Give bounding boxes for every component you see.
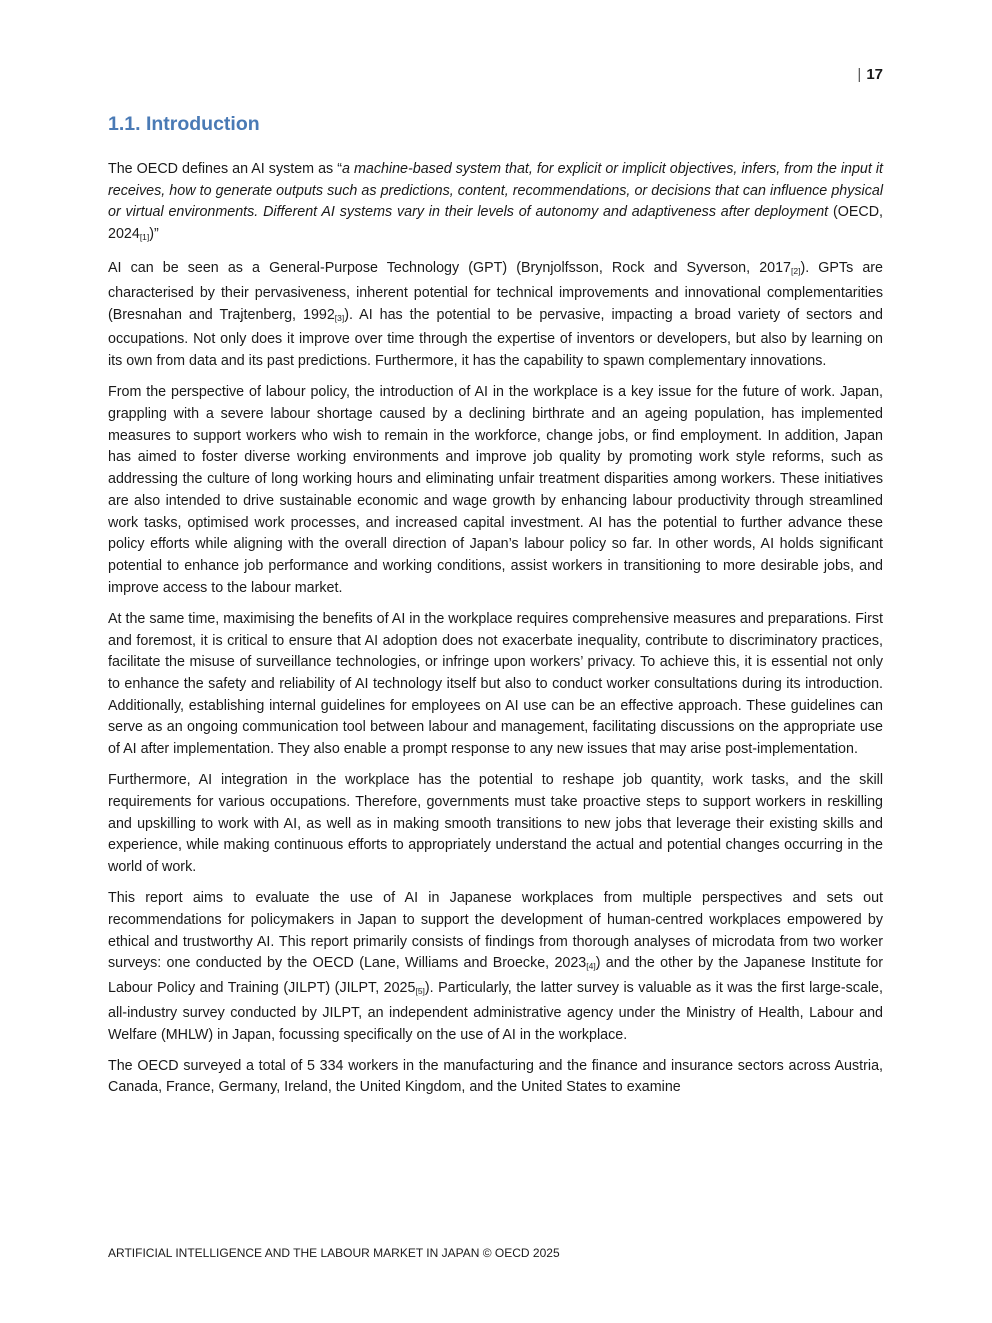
paragraph-gpt xyxy=(108,258,883,373)
p2-b: ). GPTs are characterised by their pervasiveness, inherent potential for technical improvements and innovational complementarities (Bresnahan and Trajtenberg, 1992 xyxy=(108,260,883,323)
p1-post: )” xyxy=(149,226,159,243)
paragraph-preparations: At the same time, maximising the benefits of AI in the workplace requires comprehensive measures and preparations. First and foremost, it is critical to ensure that AI adoption does not exacerbate inequality, contribute to discriminatory practices, facilitate the misuse of surveillance technologies, or infringe upon workers’ privacy. To achieve this, it is essential not only to enhance the safety and reliability of AI technology itself but also to conduct worker consultations during its introduction. Additionally, establishing internal guidelines for employees on AI use can be an effective approach. These guidelines can serve as an ongoing communication tool between labour and management, facilitating discussions on the appropriate use of AI after implementation. They also enable a prompt response to any new issues that may arise post-implementation. xyxy=(108,610,883,758)
p1-quote: a machine-based system that, for explicit or implicit objectives, infers, from the input it receives, how to generate outputs such as predictions, content, recommendations, or decisions that can influence physical or virtual environments. Different AI systems vary in their levels of autonomy and adaptiveness after deployment xyxy=(108,161,883,221)
page-number-value: 17 xyxy=(866,66,883,83)
page-number xyxy=(857,66,883,83)
p6-c: ). Particularly, the latter survey is valuable as it was the first large-scale, all-industry survey conducted by JILPT, an independent administrative agency under the Ministry of Health, Labour and Welfare (MHLW) in Japan, focussing specifically on the use of AI in the workplace. xyxy=(108,980,883,1043)
document-body xyxy=(108,113,883,1109)
p6-b: ) and the other by the Japanese Institute for Labour Policy and Training (JILPT) (JILPT, 2025 xyxy=(108,955,883,997)
reference-link-2[interactable]: [2] xyxy=(791,266,801,277)
page-number-separator: | xyxy=(857,66,862,83)
reference-link-3[interactable]: [3] xyxy=(334,312,345,323)
p2-a: AI can be seen as a General-Purpose Technology (GPT) (Brynjolfsson, Rock and Syverson, 2017 xyxy=(108,260,791,277)
p2-c: ). AI has the potential to be pervasive, impacting a broad variety of sectors and occupations. Not only does it improve over time through the expertise of inventors or developers, but also by learning on its own from data and its past predictions. Furthermore, it has the capability to spawn complementary innovations. xyxy=(108,306,883,370)
p1-pre: The OECD defines an AI system as “ xyxy=(108,161,342,177)
p1-cite: (OECD, 2024 xyxy=(108,204,883,243)
page-footer: ARTIFICIAL INTELLIGENCE AND THE LABOUR MARKET IN JAPAN © OECD 2025 xyxy=(108,1246,560,1260)
paragraph-reskilling: Furthermore, AI integration in the workplace has the potential to reshape job quantity, work tasks, and the skill requirements for various occupations. Therefore, governments must take proactive steps to support workers in reskilling and upskilling to work with AI, as well as in making smooth transitions to new jobs that leverage their existing skills and experience, while making continuous efforts to appropriately understand the actual and potential changes occurring in the world of work. xyxy=(108,772,883,876)
reference-link-1[interactable]: [1] xyxy=(139,232,150,243)
section-title: 1.1. Introduction xyxy=(108,113,260,135)
paragraph-labour-policy: From the perspective of labour policy, the introduction of AI in the workplace is a key issue for the future of work. Japan, grappling with a severe labour shortage caused by a declining birthrate and an ageing population, has implemented measures to support workers who wish to remain in the workforce, change jobs, or find employment. In addition, Japan has aimed to foster diverse working environments and improve job quality by promoting work style reforms, such as addressing the culture of long working hours and eliminating unfair treatment disparities among workers. These initiatives are also intended to drive sustainable economic and wage growth by enhancing labour productivity through streamlined work tasks, optimised work processes, and increased capital investment. AI has the potential to further advance these policy efforts while aligning with the overall direction of Japan’s labour policy so far. In other words, AI holds significant potential to enhance job performance and working conditions, assist workers in transitioning to more desirable jobs, and improve access to the labour market. xyxy=(108,384,883,596)
reference-link-4[interactable]: [4] xyxy=(586,961,596,972)
paragraph-report-aims xyxy=(108,888,883,1046)
p6-a: This report aims to evaluate the use of AI in Japanese workplaces from multiple perspectives and sets out recommendations for policymakers in Japan to support the development of human-centred workplaces empowered by ethical and trustworthy AI. This report primarily consists of findings from thorough analyses of microdata from two worker surveys: one conducted by the OECD (Lane, Williams and Broecke, 2023 xyxy=(108,890,883,972)
paragraph-definition xyxy=(108,159,883,249)
reference-link-5[interactable]: [5] xyxy=(415,986,425,997)
paragraph-oecd-survey: The OECD surveyed a total of 5 334 workers in the manufacturing and the finance and insurance sectors across Austria, Canada, France, Germany, Ireland, the United Kingdom, and the United States to examine xyxy=(108,1057,883,1096)
